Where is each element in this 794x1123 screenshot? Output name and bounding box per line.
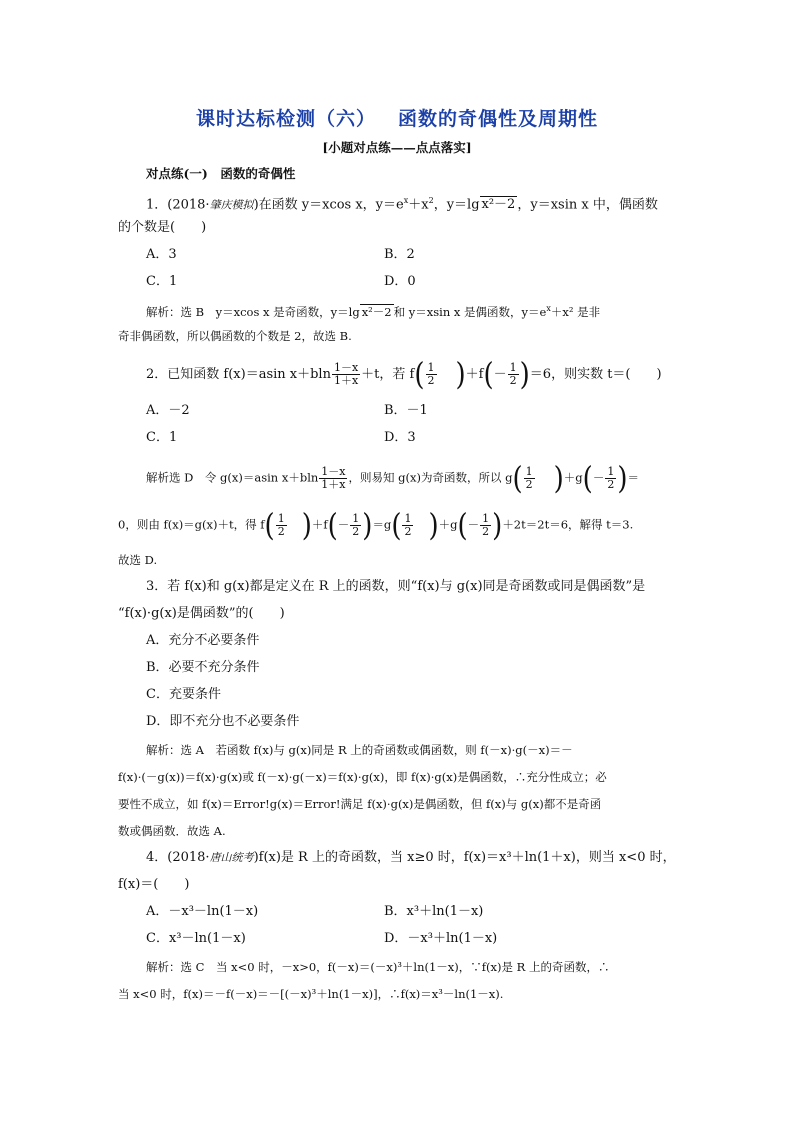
q4-line2: f(x)＝( ) [118, 877, 190, 892]
q1-solution-line2: 奇非偶函数，所以偶函数的个数是 2，故选 B. [118, 329, 352, 343]
q2-solution-line3: 故选 D. [118, 553, 158, 567]
q1-line2: 的个数是( ) [118, 220, 207, 235]
q1-options-row1 [146, 245, 706, 265]
q2-line1: 2．已知函数 f(x)＝asin x＋bln $\frac{1-x}{1+x}$ ＋t，若 f( $\frac{1}{2}$ )＋f(－ $\frac{1}{2}$ )＝6，则实数 t＝( ) [146, 356, 662, 393]
q4-solution-line1: 解析：选 C 当 x<0 时，－x>0，f(－x)＝(－x)³＋ln(1－x)，∵f(x)是 R 上的奇函数，∴ [146, 960, 610, 974]
q3-solution-line3: 要性不成立，如 f(x)＝Error!g(x)＝Error!满足 f(x)·g(x)是偶函数，但 f(x)与 g(x)都不是奇函 [118, 797, 602, 811]
q3-solution-line1: 解析：选 A 若函数 f(x)与 g(x)同是 R 上的奇函数或偶函数，则 f(－x)·g(－x)＝－ [146, 743, 573, 757]
q2-solution-line1: 解析选 D 令 g(x)＝asin x＋bln $\frac{1-x}{1+x}$ ，则易知 g(x)为奇函数，所以 g( $\frac{1}{2}$ )＋g(－ $\frac{1}{2}$ )＝ [146, 460, 639, 497]
q2-option-a: A．－2 [146, 403, 190, 418]
q3-option-d: D．即不充分也不必要条件 [146, 714, 300, 729]
q4-option-b: B．x³＋ln(1－x) [384, 904, 484, 919]
q3-solution-line4: 数或偶函数．故选 A. [118, 824, 226, 838]
title-topic: 函数的奇偶性及周期性 [398, 108, 599, 130]
q3-line1: 3．若 f(x)和 g(x)都是定义在 R 上的函数，则“f(x)与 g(x)同是奇函数或同是偶函数”是 [146, 579, 646, 594]
q2-solution-line2: 0，则由 f(x)＝g(x)＋t，得 f( $\frac{1}{2}$ )＋f(－ $\frac{1}{2}$ )＝g( $\frac{1}{2}$ )＋g(－ $\frac{1}{2}$ )＋2t＝2t＝6，解得 t＝3. [118, 507, 634, 544]
q1-option-a: A．3 [146, 247, 177, 262]
q2-option-b: B．－1 [384, 403, 428, 418]
q4-options-row2 [146, 929, 706, 949]
q2-options-row2 [146, 428, 706, 448]
fraction-half: $\frac{1}{2}$ [427, 361, 435, 387]
section-subtitle: [小题对点练——点点落实] [322, 140, 472, 155]
q1-line1: 1．(2018·肇庆模拟)在函数 y＝xcos x，$y=e^x+x^2$，y＝lg x²－2 ，y＝xsin x 中，偶函数 [146, 196, 658, 213]
q2-option-c: C．1 [146, 430, 178, 445]
q3-solution-line2: f(x)·(－g(x))＝f(x)·g(x)或 f(－x)·g(－x)＝f(x)·g(x)，即 f(x)·g(x)是偶函数，∴充分性成立；必 [118, 770, 607, 784]
q2-options-row1 [146, 401, 706, 421]
q2-option-d: D．3 [384, 430, 416, 445]
q3-option-a: A．充分不必要条件 [146, 633, 260, 648]
q1-option-c: C．1 [146, 274, 178, 289]
q4-option-d: D．－x³＋ln(1－x) [384, 931, 498, 946]
page-title [0, 104, 794, 131]
q3-line2: “f(x)·g(x)是偶函数”的( ) [118, 606, 285, 621]
sqrt-expr: x²－2 [481, 197, 516, 213]
q1-options-row2 [146, 272, 706, 292]
section-heading: 对点练(一) 函数的奇偶性 [146, 166, 296, 181]
q3-option-b: B．必要不充分条件 [146, 660, 260, 675]
q4-solution-line2: 当 x<0 时，f(x)＝－f(－x)＝－[(－x)³＋ln(1－x)]，∴f(x)＝x³－ln(1－x). [118, 987, 504, 1001]
q1-option-d: D．0 [384, 274, 416, 289]
q4-options-row1 [146, 902, 706, 922]
q3-option-c: C．充要条件 [146, 687, 221, 702]
q4-line1: 4．(2018·唐山统考)f(x)是 R 上的奇函数，当 x≥0 时，f(x)＝x³＋ln(1＋x)，则当 x<0 时， [146, 850, 676, 865]
q1-solution-line1: 解析：选 B y＝xcos x 是奇函数，y＝lg x²－2 和 y＝xsin x 是偶函数，$y=e^x+x^2$ 是非 [146, 304, 601, 319]
fraction: $\frac{1-x}{1+x}$ [333, 361, 359, 387]
q1-option-b: B．2 [384, 247, 415, 262]
title-main: 课时达标检测（六） [195, 108, 376, 130]
q4-option-c: C．x³－ln(1－x) [146, 931, 246, 946]
q4-option-a: A．－x³－ln(1－x) [146, 904, 259, 919]
